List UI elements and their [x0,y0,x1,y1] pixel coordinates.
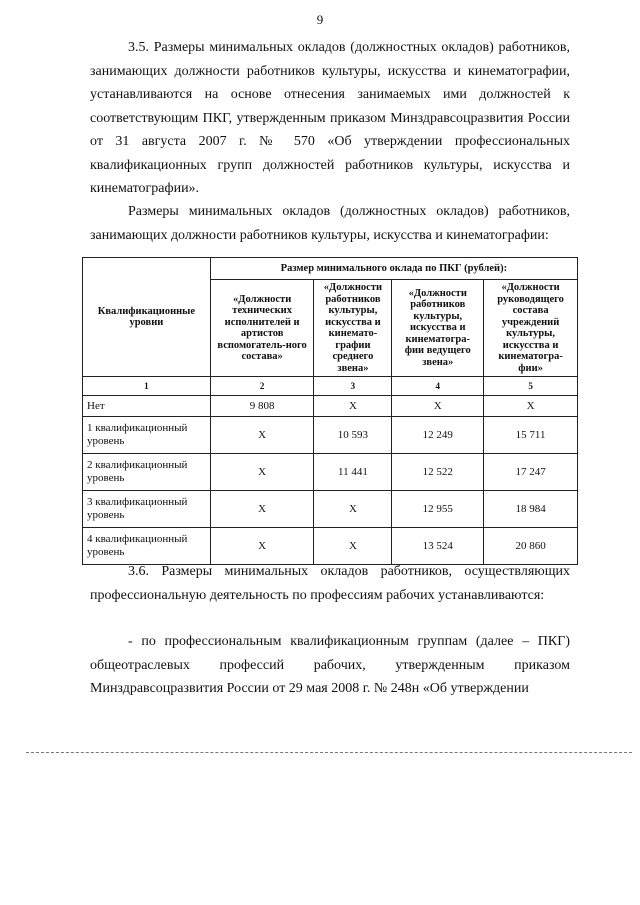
column-number: 5 [484,377,578,396]
paragraph-3-6-text: 3.6. Размеры минимальных окладов работников, осуществляющих профессиональную деятельность по профессиям рабочих устанавливаются: [90,564,570,603]
table-cell: Х [484,396,578,417]
table-cell: Х [314,396,392,417]
column-number: 2 [210,377,314,396]
table-cell: Х [210,491,314,528]
header-leading-level: «Должности работников культуры, искусства и кинематогра-фии ведущего звена» [392,280,484,377]
row-level: Нет [83,396,211,417]
paragraph-pkg-list [90,630,570,701]
paragraph-table-intro [90,200,570,247]
table-cell: 20 860 [484,528,578,565]
row-level: 1 квалификационный уровень [83,417,211,454]
header-middle-level: «Должности работников культуры, искусства и кинемато-графии среднего звена» [314,280,392,377]
paragraph-3-6 [90,560,570,607]
paragraph-pkg-text: - по профессиональным квалификационным группам (далее – ПКГ) общеотраслевых профессий рабочих, утвержденным приказом Минздравсоцразвития России от 29 мая 2008 г. № 248н «Об утверждении [90,634,570,696]
table-cell: 12 522 [392,454,484,491]
paragraph-3-5 [90,36,570,201]
table-header-row [83,258,578,280]
header-management: «Должности руководящего состава учреждений культуры, искусства и кинематогра-фии» [484,280,578,377]
header-min-salary-group: Размер минимального оклада по ПКГ (рублей): [210,258,577,280]
paragraph-3-5-text: 3.5. Размеры минимальных окладов (должностных окладов) работников, занимающих должности работников культуры, искусства и кинематографии, устанавливаются на основе отнесения занимаемых ими должностей к соответствующим ПКГ, утвержденным приказом Минздравсоцразвития России от 31 августа 2007 г. № 570 «Об утверждении профессиональных квалификационных групп должностей работников культуры, искусства и кинематографии». [90,40,570,196]
row-level: 2 квалификационный уровень [83,454,211,491]
table-row [83,396,578,417]
table-cell: 9 808 [210,396,314,417]
table-cell: 13 524 [392,528,484,565]
table-cell: Х [314,491,392,528]
table-cell: Х [210,417,314,454]
table-cell: Х [314,528,392,565]
table-cell: Х [210,454,314,491]
table-row [83,454,578,491]
column-number: 4 [392,377,484,396]
page-number: 9 [316,12,324,27]
row-level: 3 квалификационный уровень [83,491,211,528]
salary-table [82,257,578,565]
header-qualification-levels: Квалификационные уровни [83,258,211,377]
table-cell: 12 955 [392,491,484,528]
table-row [83,417,578,454]
column-number: 3 [314,377,392,396]
header-technical-staff: «Должности технических исполнителей и артистов вспомогатель-ного состава» [210,280,314,377]
table-intro-text: Размеры минимальных окладов (должностных окладов) работников, занимающих должности работников культуры, искусства и кинематографии: [90,204,570,243]
table-cell: Х [392,396,484,417]
table-cell: 15 711 [484,417,578,454]
table-row [83,528,578,565]
table-cell: 12 249 [392,417,484,454]
table-cell: 11 441 [314,454,392,491]
table-cell: 10 593 [314,417,392,454]
column-number: 1 [83,377,211,396]
table-row [83,491,578,528]
table-cell: 17 247 [484,454,578,491]
table-cell: Х [210,528,314,565]
row-level: 4 квалификационный уровень [83,528,211,565]
column-number-row [83,377,578,396]
table-cell: 18 984 [484,491,578,528]
page-bottom-divider [26,752,632,753]
